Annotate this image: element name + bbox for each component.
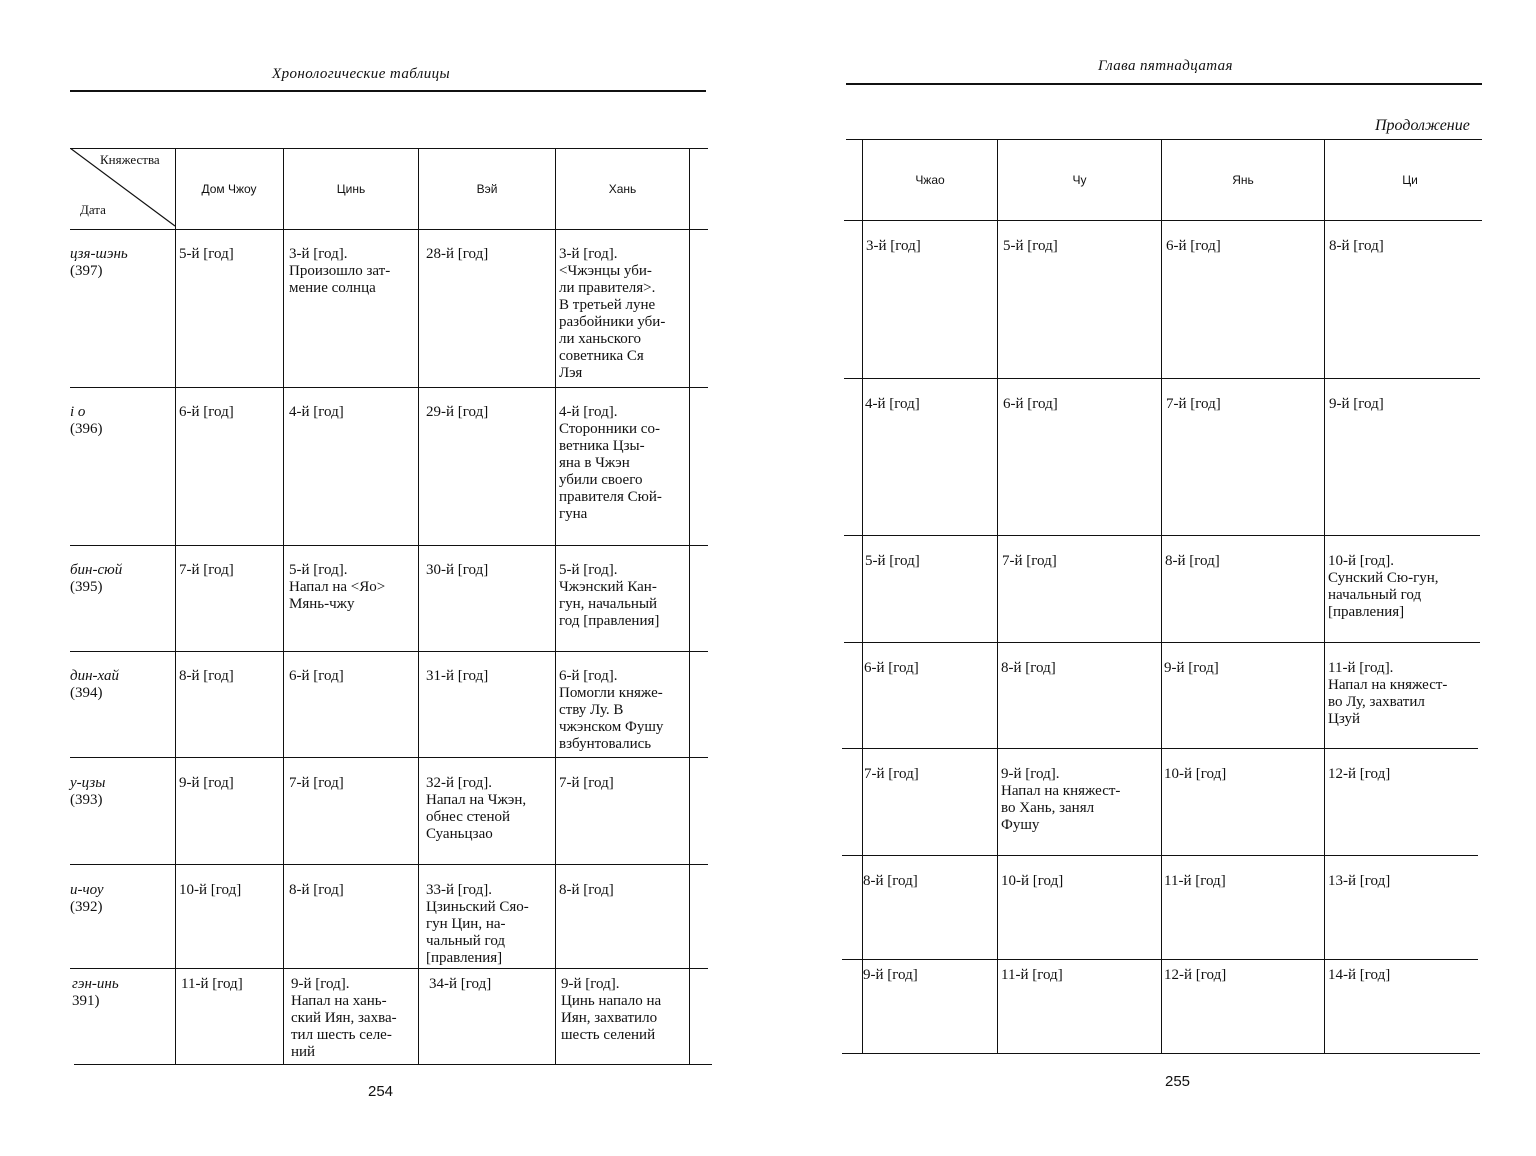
date-cell <box>70 562 122 596</box>
table-cell: 8-й [год] <box>1001 660 1056 676</box>
table-cell: 8-й [год] <box>559 882 614 898</box>
table-cell: 12-й [год] <box>1164 967 1227 983</box>
date-year: (394) <box>70 685 103 701</box>
table-cell: 10-й [год]. Сунский Сю-гун, начальный год [правления] <box>1328 553 1439 620</box>
column-divider <box>1161 139 1162 1053</box>
table-cell: 11-й [год] <box>1001 967 1063 983</box>
date-year: (393) <box>70 792 103 808</box>
cyclical-date-name: у-цзы <box>70 775 106 791</box>
row-divider <box>70 757 708 758</box>
table-cell: 9-й [год] <box>1329 396 1384 412</box>
table-cell: 9-й [год] <box>863 967 918 983</box>
table-cell: 9-й [год] <box>179 775 234 791</box>
row-divider <box>842 959 1478 960</box>
date-cell <box>70 404 103 438</box>
table-cell: 4-й [год]. Сторонники со- ветника Цзы- яна в Чжэн убили своего правителя Сюй- гуна <box>559 404 662 522</box>
table-cell: 8-й [год] <box>1329 238 1384 254</box>
date-year: (396) <box>70 421 103 437</box>
right-page <box>768 0 1536 1156</box>
row-divider <box>842 855 1478 856</box>
corner-principalities-label: Княжества <box>100 152 160 167</box>
date-cell <box>70 668 119 702</box>
table-cell: 9-й [год]. Напал на княжест- во Хань, занял Фушу <box>1001 766 1121 833</box>
table-cell: 12-й [год] <box>1328 766 1391 782</box>
column-divider <box>997 139 998 1053</box>
date-cell <box>70 775 105 809</box>
table-cell: 7-й [год] <box>1166 396 1221 412</box>
table-cell: 10-й [год] <box>1164 766 1227 782</box>
table-cell: 11-й [год] <box>1164 873 1226 889</box>
row-divider <box>70 968 708 969</box>
column-divider <box>1324 139 1325 1053</box>
table-cell: 5-й [год] <box>1003 238 1058 254</box>
table-cell: 5-й [год] <box>179 246 234 262</box>
column-header: Янь <box>1232 173 1254 187</box>
table-cell: 6-й [год] <box>864 660 919 676</box>
table-cell: 4-й [год] <box>289 404 344 420</box>
column-divider <box>689 148 690 1064</box>
table-cell: 8-й [год] <box>1165 553 1220 569</box>
head-rule-left <box>70 90 706 92</box>
date-cell <box>70 882 104 916</box>
column-divider <box>175 148 176 1064</box>
table-cell: 7-й [год] <box>289 775 344 791</box>
page-number: 255 <box>1165 1073 1191 1090</box>
date-year: (392) <box>70 899 103 915</box>
table-cell: 11-й [год]. Напал на княжест- во Лу, захватил Цзуй <box>1328 660 1448 727</box>
table-cell: 6-й [год] <box>289 668 344 684</box>
table-cell: 6-й [год] <box>1003 396 1058 412</box>
table-cell: 33-й [год]. Цзиньский Сяо- гун Цин, на- чальный год [правления] <box>426 882 529 966</box>
cyclical-date-name: гэн-инь <box>72 976 119 992</box>
table-cell: 3-й [год]. Произошло зат- мение солнца <box>289 246 391 296</box>
table-cell: 10-й [год] <box>1001 873 1064 889</box>
table-cell: 28-й [год] <box>426 246 489 262</box>
date-year: 391) <box>72 993 100 1009</box>
head-rule-right <box>846 83 1482 85</box>
table-header-rule <box>844 220 1482 221</box>
table-cell: 7-й [год] <box>559 775 614 791</box>
table-cell: 7-й [год] <box>179 562 234 578</box>
table-cell: 8-й [год] <box>179 668 234 684</box>
table-cell: 10-й [год] <box>179 882 242 898</box>
column-header: Дом Чжоу <box>201 182 257 196</box>
table-cell: 9-й [год]. Напал на хань- ский Иян, захва- тил шесть селе- ний <box>291 976 397 1060</box>
cyclical-date-name: цзя-шэнь <box>70 246 128 262</box>
table-bottom-rule <box>74 1064 712 1065</box>
table-cell: 3-й [год]. <Чжэнцы уби- ли правителя>. В третьей луне разбойники уби- ли ханьского советника Ся Лэя <box>559 246 666 381</box>
table-cell: 5-й [год] <box>865 553 920 569</box>
column-divider <box>418 148 419 1064</box>
table-cell: 5-й [год]. Чжэнский Кан- гун, начальный год [правления] <box>559 562 660 629</box>
row-divider <box>70 651 708 652</box>
date-cell <box>72 976 119 1010</box>
table-cell: 32-й [год]. Напал на Чжэн, обнес стеной Суаньцзао <box>426 775 527 842</box>
table-bottom-rule <box>842 1053 1480 1054</box>
table-cell: 14-й [год] <box>1328 967 1391 983</box>
table-cell: 5-й [год]. Напал на <Яо> Мянь-чжу <box>289 562 386 612</box>
row-divider <box>70 387 708 388</box>
running-head-right: Глава пятнадцатая <box>1098 58 1233 74</box>
row-divider <box>70 864 708 865</box>
corner-date-label: Дата <box>80 202 106 217</box>
running-head-left: Хронологические таблицы <box>272 66 451 82</box>
page-number: 254 <box>368 1083 394 1100</box>
table-cell: 7-й [год] <box>1002 553 1057 569</box>
column-header: Цинь <box>336 182 366 196</box>
table-top-rule <box>846 139 1482 140</box>
column-header: Хань <box>608 182 637 196</box>
table-cell: 6-й [год]. Помогли княже- ству Лу. В чжэнском Фушу взбунтовались <box>559 668 664 752</box>
table-cell: 8-й [год] <box>863 873 918 889</box>
date-year: (395) <box>70 579 103 595</box>
table-cell: 7-й [год] <box>864 766 919 782</box>
table-cell: 29-й [год] <box>426 404 489 420</box>
table-cell: 3-й [год] <box>866 238 921 254</box>
column-header: Чу <box>1072 173 1087 187</box>
table-cell: 13-й [год] <box>1328 873 1391 889</box>
row-divider <box>842 748 1478 749</box>
column-divider <box>283 148 284 1064</box>
table-cell: 8-й [год] <box>289 882 344 898</box>
table-cell: 6-й [год] <box>1166 238 1221 254</box>
table-cell: 9-й [год] <box>1164 660 1219 676</box>
row-divider <box>70 545 708 546</box>
column-header: Чжао <box>915 173 945 187</box>
date-cell <box>70 246 128 280</box>
date-year: (397) <box>70 263 103 279</box>
column-divider <box>555 148 556 1064</box>
table-cell: 6-й [год] <box>179 404 234 420</box>
table-cell: 11-й [год] <box>181 976 243 992</box>
continuation-label: Продолжение <box>1375 117 1470 134</box>
column-header: Вэй <box>476 182 498 196</box>
table-cell: 31-й [год] <box>426 668 489 684</box>
column-divider <box>862 139 863 1053</box>
cyclical-date-name: бин-сюй <box>70 562 123 578</box>
cyclical-date-name: і о <box>70 404 86 420</box>
column-header: Ци <box>1402 173 1418 187</box>
cyclical-date-name: и-чоу <box>70 882 104 898</box>
table-cell: 9-й [год]. Цинь напало на Иян, захватило шесть селений <box>561 976 662 1043</box>
table-cell: 34-й [год] <box>429 976 492 992</box>
table-cell: 30-й [год] <box>426 562 489 578</box>
cyclical-date-name: дин-хай <box>70 668 119 684</box>
table-cell: 4-й [год] <box>865 396 920 412</box>
